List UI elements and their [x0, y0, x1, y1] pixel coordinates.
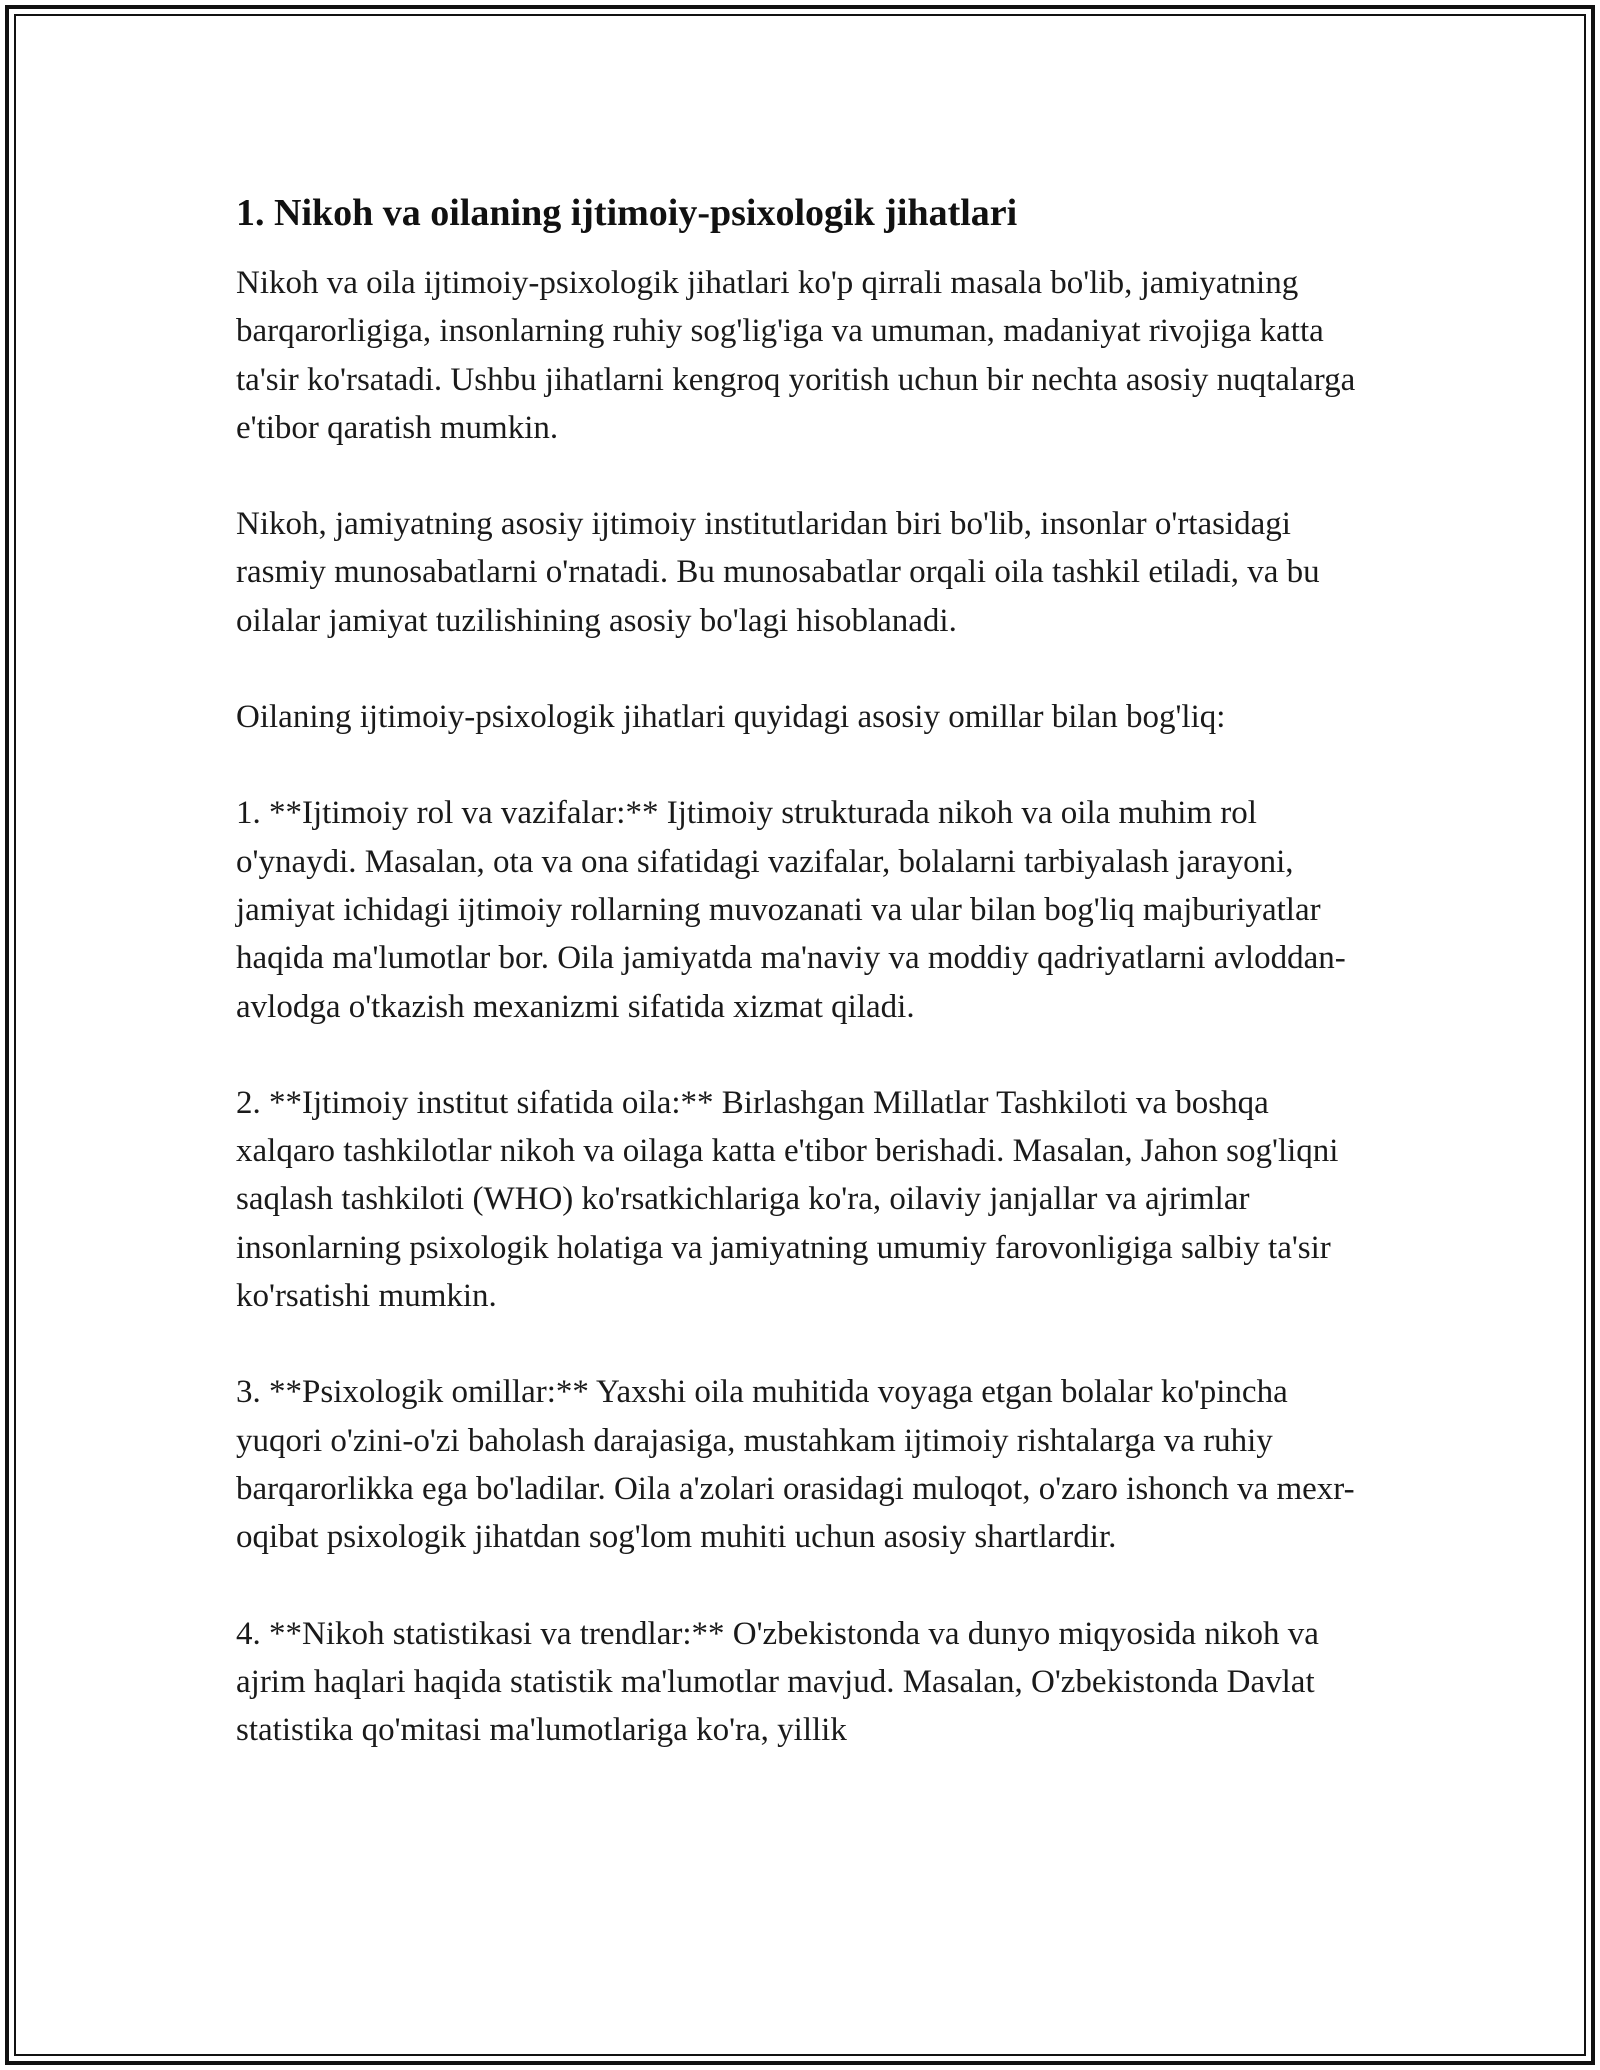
list-item-marriage-statistics: 4. **Nikoh statistikasi va trendlar:** O'zbekistonda va dunyo miqyosida nikoh va ajrim haqlari haqida statistik ma'lumotlar mavjud. Masalan, O'zbekistonda Davlat statistika qo'mitasi ma'lumotlariga ko'ra, yillik	[236, 1615, 1319, 1749]
list-item-social-roles: 1. **Ijtimoiy rol va vazifalar:** Ijtimoiy strukturada nikoh va oila muhim rol o'ynaydi. Masalan, ota va ona sifatidagi vazifalar, bolalarni tarbiyalash jarayoni, jamiyat ichidagi ijtimoiy rollarning muvozanati va ular bilan bog'liq majburiyatlar haqida ma'lumotlar bor. Oila jamiyatda ma'naviy va moddiy qadriyatlarni avloddan-avlodga o'tkazish mexanizmi sifatida xizmat qiladi.	[236, 795, 1346, 1025]
paragraph-intro: Nikoh va oila ijtimoiy-psixologik jihatlari ko'p qirrali masala bo'lib, jamiyatning barqarorligiga, insonlarning ruhiy sog'lig'iga va umuman, madaniyat rivojiga katta ta'sir ko'rsatadi. Ushbu jihatlarni kengroq yoritish uchun bir nechta asosiy nuqtalarga e'tibor qaratish mumkin.	[236, 265, 1356, 446]
page-title: 1. Nikoh va oilaning ijtimoiy-psixologik jihatlari	[236, 192, 1018, 234]
paragraph-factors-intro: Oilaning ijtimoiy-psixologik jihatlari quyidagi asosiy omillar bilan bog'liq:	[236, 699, 1226, 736]
paragraph-marriage-institution: Nikoh, jamiyatning asosiy ijtimoiy institutlaridan biri bo'lib, insonlar o'rtasidagi rasmiy munosabatlarni o'rnatadi. Bu munosabatlar orqali oila tashkil etiladi, va bu oilalar jamiyat tuzilishining asosiy bo'lagi hisoblanadi.	[236, 506, 1320, 639]
list-item-social-institution: 2. **Ijtimoiy institut sifatida oila:** Birlashgan Millatlar Tashkiloti va boshqa xalqaro tashkilotlar nikoh va oilaga katta e'tibor berishadi. Masalan, Jahon sog'liqni saqlash tashkiloti (WHO) ko'rsatkichlariga ko'ra, oilaviy janjallar va ajrimlar insonlarning psixologik holatiga va jamiyatning umumiy farovonligiga salbiy ta'sir ko'rsatishi mumkin.	[236, 1084, 1339, 1315]
document-body	[236, 185, 1366, 1802]
list-item-psychological-factors: 3. **Psixologik omillar:** Yaxshi oila muhitida voyaga etgan bolalar ko'pincha yuqori o'zini-o'zi baholash darajasiga, mustahkam ijtimoiy rishtalarga va ruhiy barqarorlikka ega bo'ladilar. Oila a'zolari orasidagi muloqot, o'zaro ishonch va mexr-oqibat psixologik jihatdan sog'lom muhiti uchun asosiy shartlardir.	[236, 1374, 1355, 1556]
